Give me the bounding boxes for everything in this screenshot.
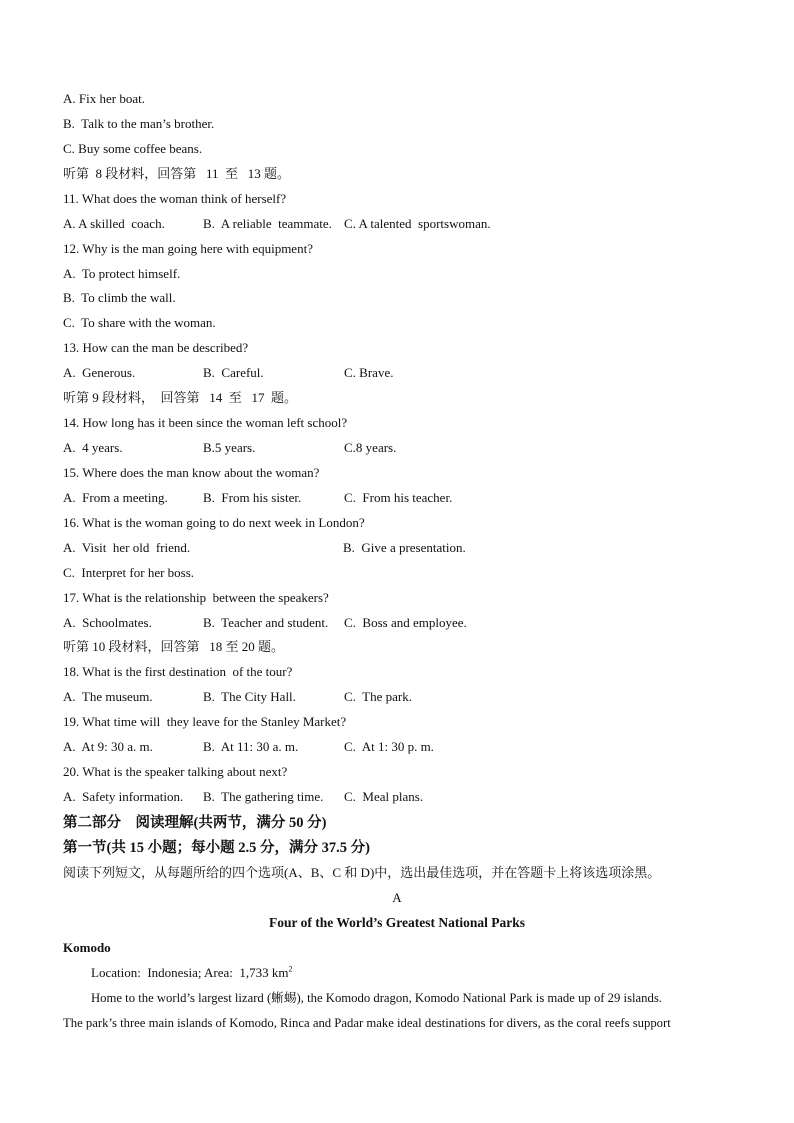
text-line: A. Fix her boat.	[63, 91, 145, 106]
answer-option: A. Schoolmates.	[63, 614, 152, 630]
answer-option: A. At 9: 30 a. m.	[63, 739, 153, 755]
answer-option: A. A skilled coach.	[63, 215, 165, 231]
answer-option: B. Careful.	[203, 365, 264, 381]
answer-option: A. Visit her old friend.	[63, 539, 191, 555]
text-line: C. Buy some coffee beans.	[63, 140, 203, 156]
area-superscript: 2	[288, 964, 293, 974]
answer-option: C. A talented sportswoman.	[344, 215, 491, 231]
answer-option: B. Give a presentation.	[343, 539, 466, 555]
answer-option: C.8 years.	[344, 440, 397, 456]
paragraph-line-1: Home to the world’s largest lizard (蜥蜴), the Komodo dragon, Komodo National Park is made up of 29 islands.	[91, 991, 662, 1005]
section-one-heading: 第一节(共 15 小题；每小题 2.5 分，满分 37.5 分)	[63, 840, 370, 856]
answer-option: C. Brave.	[344, 365, 394, 381]
text-line: 16. What is the woman going to do next week in London?	[63, 514, 365, 530]
text-line: C. To share with the woman.	[63, 315, 216, 331]
text-line: 11. What does the woman think of herself?	[63, 190, 287, 206]
text-line: 14. How long has it been since the woman left school?	[63, 415, 348, 431]
answer-option: A. From a meeting.	[63, 489, 168, 505]
text-line: 15. Where does the man know about the woman?	[63, 464, 320, 480]
answer-option: B.5 years.	[203, 440, 256, 456]
answer-option: A. The museum.	[63, 689, 153, 705]
text-line: 12. Why is the man going here with equipment?	[63, 240, 313, 256]
answer-option: A. Safety information.	[63, 789, 184, 805]
answer-option: B. Teacher and student.	[203, 614, 329, 630]
text-line: 20. What is the speaker talking about next?	[63, 764, 288, 780]
text-line: 18. What is the first destination of the tour?	[63, 664, 293, 680]
passage-title: Four of the World’s Greatest National Parks	[269, 915, 525, 930]
text-line: 听第 8 段材料，回答第 11 至 13 题。	[63, 165, 291, 181]
answer-option: C. From his teacher.	[344, 489, 453, 505]
answer-option: C. Meal plans.	[344, 789, 424, 805]
answer-option: A. 4 years.	[63, 440, 123, 456]
paragraph-line-2: The park’s three main islands of Komodo, Rinca and Padar make ideal destinations for divers, as the coral reefs support	[63, 1016, 671, 1030]
park-location-text: Location: Indonesia; Area: 1,733 km	[91, 965, 289, 980]
part-two-heading: 第二部分 阅读理解(共两节，满分 50 分)	[63, 815, 327, 831]
answer-option: B. The gathering time.	[203, 789, 324, 805]
answer-option: C. At 1: 30 p. m.	[344, 739, 434, 755]
text-line: 17. What is the relationship between the speakers?	[63, 589, 329, 605]
text-line: B. To climb the wall.	[63, 290, 176, 306]
park-name: Komodo	[63, 940, 111, 955]
text-line: B. Talk to the man’s brother.	[63, 115, 215, 131]
answer-option: B. A reliable teammate.	[203, 215, 332, 231]
park-location	[91, 965, 292, 981]
reading-instruction: 阅读下列短文，从每题所给的四个选项(A、B、C 和 D)中，选出最佳选项，并在答题卡上将该选项涂黑。	[63, 865, 661, 880]
answer-option: B. The City Hall.	[203, 689, 296, 705]
answer-option: B. From his sister.	[203, 489, 302, 505]
text-line: C. Interpret for her boss.	[63, 564, 195, 580]
text-line: 听第 9 段材料， 回答第 14 至 17 题。	[63, 390, 298, 406]
answer-option: C. Boss and employee.	[344, 614, 467, 630]
passage-letter: A	[392, 890, 402, 905]
text-line: 13. How can the man be described?	[63, 340, 249, 356]
text-line: 听第 10 段材料，回答第 18 至 20 题。	[63, 639, 285, 655]
answer-option: A. Generous.	[63, 365, 136, 381]
answer-option: B. At 11: 30 a. m.	[203, 739, 299, 755]
text-line: 19. What time will they leave for the Stanley Market?	[63, 714, 347, 730]
text-line: A. To protect himself.	[63, 265, 181, 281]
answer-option: C. The park.	[344, 689, 412, 705]
